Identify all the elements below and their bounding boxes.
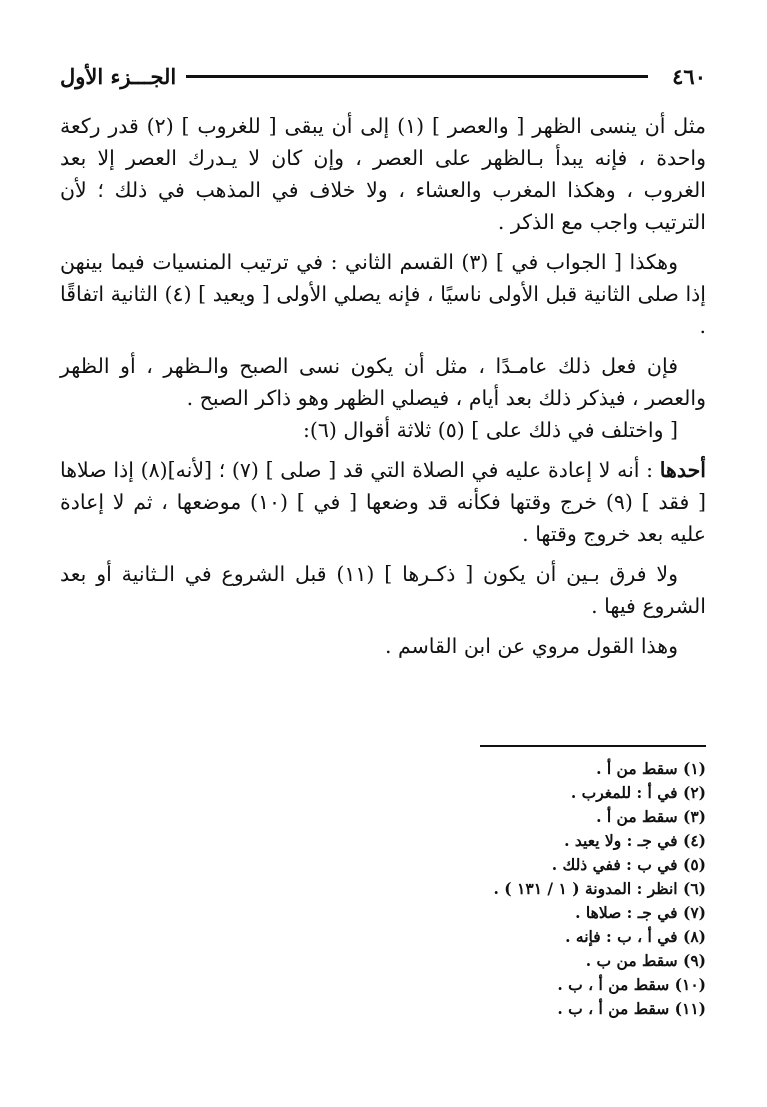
footnote: (١٠) سقط من أ ، ب .: [557, 975, 706, 994]
footnote: (٢) في أ : للمغرب .: [570, 783, 706, 802]
paragraph: [ واختلف في ذلك على ] (٥) ثلاثة أقوال (٦):: [303, 418, 678, 442]
footnote: (٩) سقط من ب .: [585, 951, 706, 970]
paragraph: ولا فرق بـين أن يكون [ ذكـرها ] (١١) قبل الشروع في الـثانية أو بعد الشروع فيها .: [60, 562, 706, 618]
header-rule: [186, 75, 648, 78]
page-header: [60, 60, 706, 92]
footnote: (٧) في جـ : صلاها .: [575, 903, 706, 922]
footnote: (٦) انظر : المدونة ( ١ / ١٣١ ) .: [493, 879, 706, 898]
footnote-separator: [480, 745, 706, 747]
footnote: (٥) في ب : ففي ذلك .: [551, 855, 706, 874]
paragraph-lead: أحدها: [659, 458, 706, 482]
footnote: (١١) سقط من أ ، ب .: [557, 999, 706, 1018]
paragraph: وهكذا [ الجواب في ] (٣) القسم الثاني : في ترتيب المنسيات فيما بينهن إذا صلى الثانية قبل الأولى ناسيًا ، فإنه يصلي الأولى [ ويعيد ] (٤) الثانية اتفاقًا .: [60, 250, 706, 338]
page-number: ٤٦٠: [672, 63, 706, 89]
footnote: (٣) سقط من أ .: [596, 807, 706, 826]
main-text: [60, 110, 706, 662]
footnotes: [60, 757, 706, 1021]
footnote: (٨) في أ ، ب : فإنه .: [565, 927, 706, 946]
paragraph: وهذا القول مروي عن ابن القاسم .: [384, 634, 678, 658]
footnote: (٤) في جـ : ولا يعيد .: [564, 831, 706, 850]
footnote: (١) سقط من أ .: [596, 759, 706, 778]
running-title: الجـــزء الأول: [60, 63, 177, 89]
paragraph: فإن فعل ذلك عامـدًا ، مثل أن يكون نسى الصبح والـظهر ، أو الظهر والعصر ، فيذكر ذلك بعد أيام ، فيصلي الظهر وهو ذاكر الصبح .: [60, 354, 706, 410]
paragraph: مثل أن ينسى الظهر [ والعصر ] (١) إلى أن يبقى [ للغروب ] (٢) قدر ركعة واحدة ، فإنه يبدأ بـالظهر على العصر ، وإن كان لا يـدرك العصر إلا بعد الغروب ، وهكذا المغرب والعشاء ، ولا خلاف في المذهب في ذلك ؛ لأن الترتيب واجب مع الذكر .: [60, 114, 706, 234]
paragraph-text: : أنه لا إعادة عليه في الصلاة التي قد [ صلى ] (٧) ؛ [لأنه](٨) إذا صلاها [ فقد ] (٩) خرج وقتها فكأنه قد وضعها [ في ] (١٠) موضعها ، ثم لا إعادة عليه بعد خروج وقتها .: [60, 458, 706, 546]
paragraph: [60, 454, 706, 550]
